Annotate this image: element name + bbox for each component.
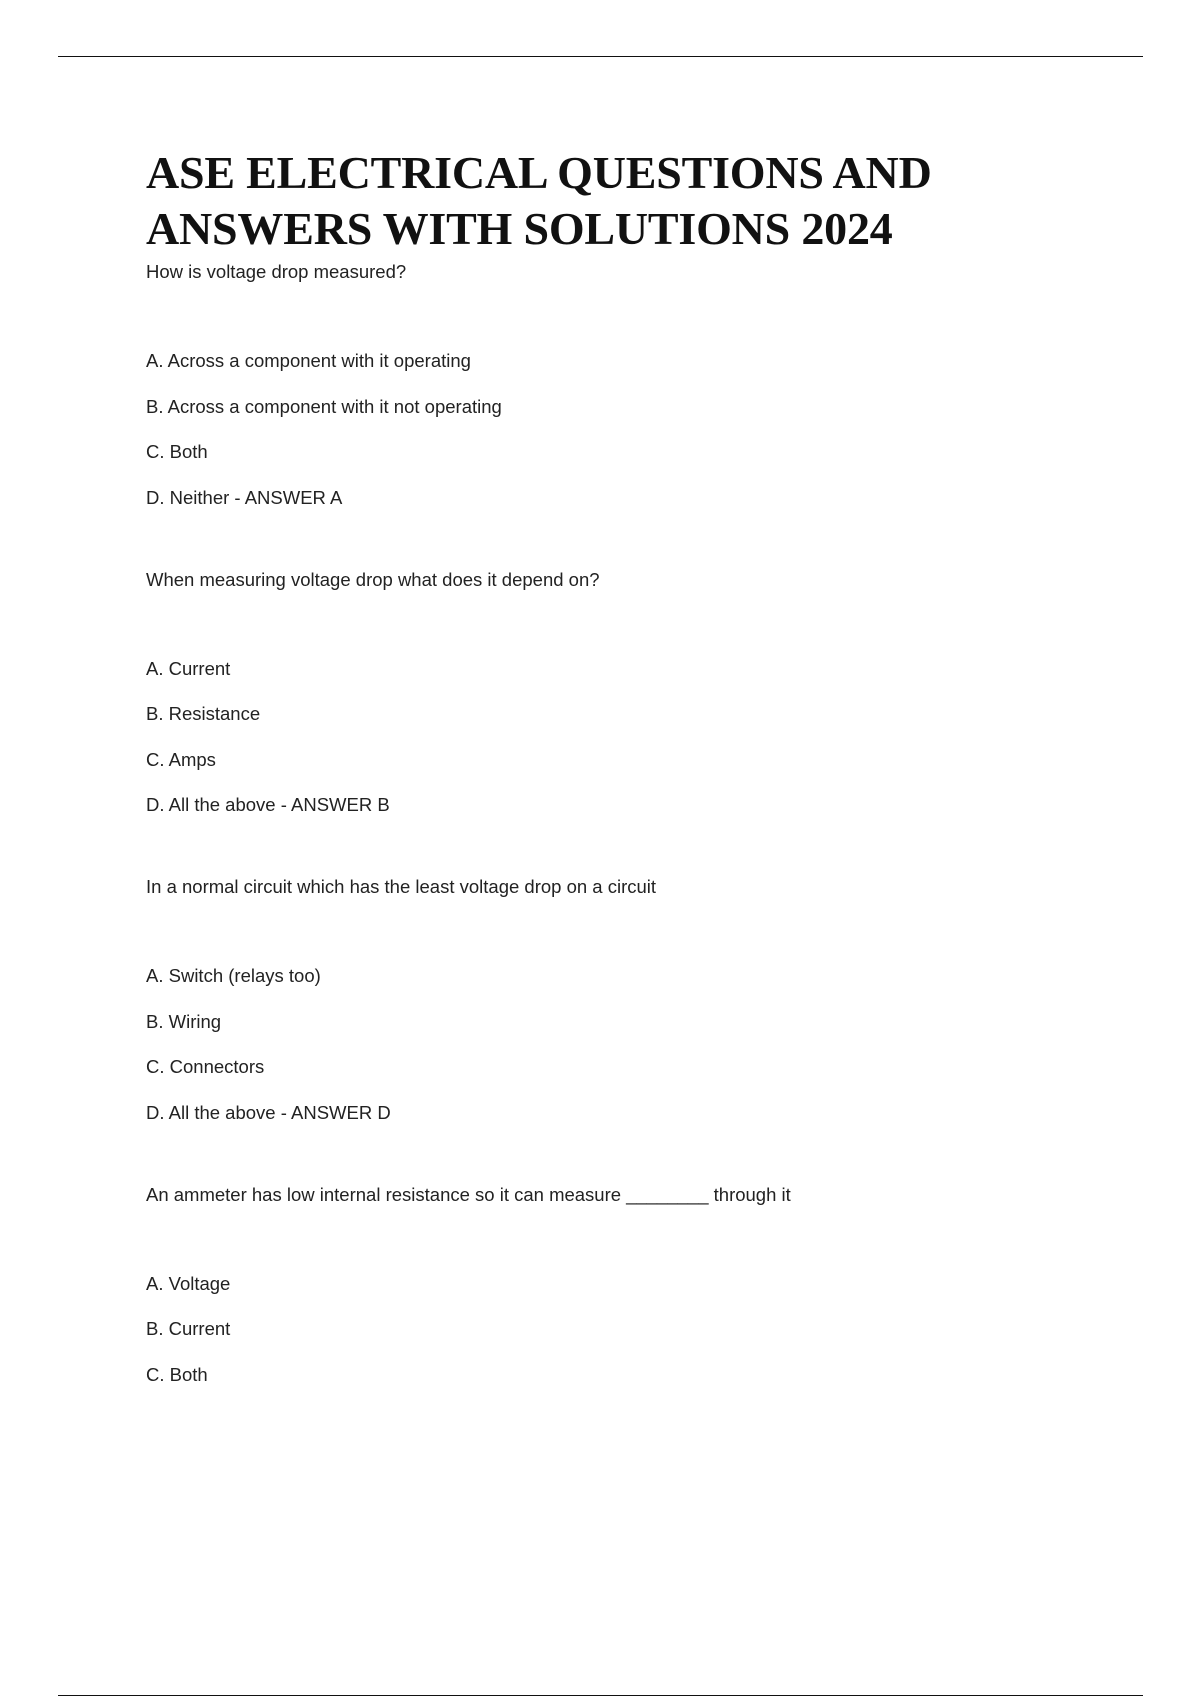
document-title — [146, 145, 1106, 257]
answer-options — [146, 656, 1106, 819]
option-c: C. Both — [146, 441, 208, 462]
option-a: A. Switch (relays too) — [146, 965, 321, 986]
footer-rule — [58, 1695, 1143, 1696]
question-text: An ammeter has low internal resistance so it can measure ________ through it — [146, 1183, 791, 1205]
option-a: A. Across a component with it operating — [146, 350, 471, 371]
question-3 — [146, 874, 1106, 1126]
option-d-answer: D. All the above - ANSWER B — [146, 794, 390, 815]
option-d-answer: D. All the above - ANSWER D — [146, 1101, 391, 1123]
option-c: C. Connectors — [146, 1056, 265, 1077]
option-b: B. Resistance — [146, 703, 261, 724]
document-body — [146, 145, 1106, 1388]
question-text: When measuring voltage drop what does it depend on? — [146, 568, 600, 590]
option-c: C. Amps — [146, 748, 216, 770]
answer-options — [146, 348, 1106, 511]
question-2 — [146, 567, 1106, 819]
title-line-1: ASE ELECTRICAL QUESTIONS AND — [146, 147, 932, 198]
option-a: A. Current — [146, 657, 231, 679]
option-c: C. Both — [146, 1363, 208, 1385]
answer-options — [146, 963, 1106, 1126]
option-b: B. Current — [146, 1318, 231, 1339]
question-text: In a normal circuit which has the least voltage drop on a circuit — [146, 876, 657, 897]
question-4 — [146, 1182, 1106, 1388]
header-rule — [58, 56, 1143, 57]
option-b: B. Across a component with it not operating — [146, 395, 502, 417]
question-text: How is voltage drop measured? — [146, 261, 407, 282]
title-line-2: ANSWERS WITH SOLUTIONS 2024 — [146, 203, 893, 254]
question-1 — [146, 259, 1106, 511]
option-a: A. Voltage — [146, 1272, 231, 1294]
option-d-answer: D. Neither - ANSWER A — [146, 486, 343, 508]
option-b: B. Wiring — [146, 1010, 222, 1032]
answer-options — [146, 1271, 1106, 1388]
